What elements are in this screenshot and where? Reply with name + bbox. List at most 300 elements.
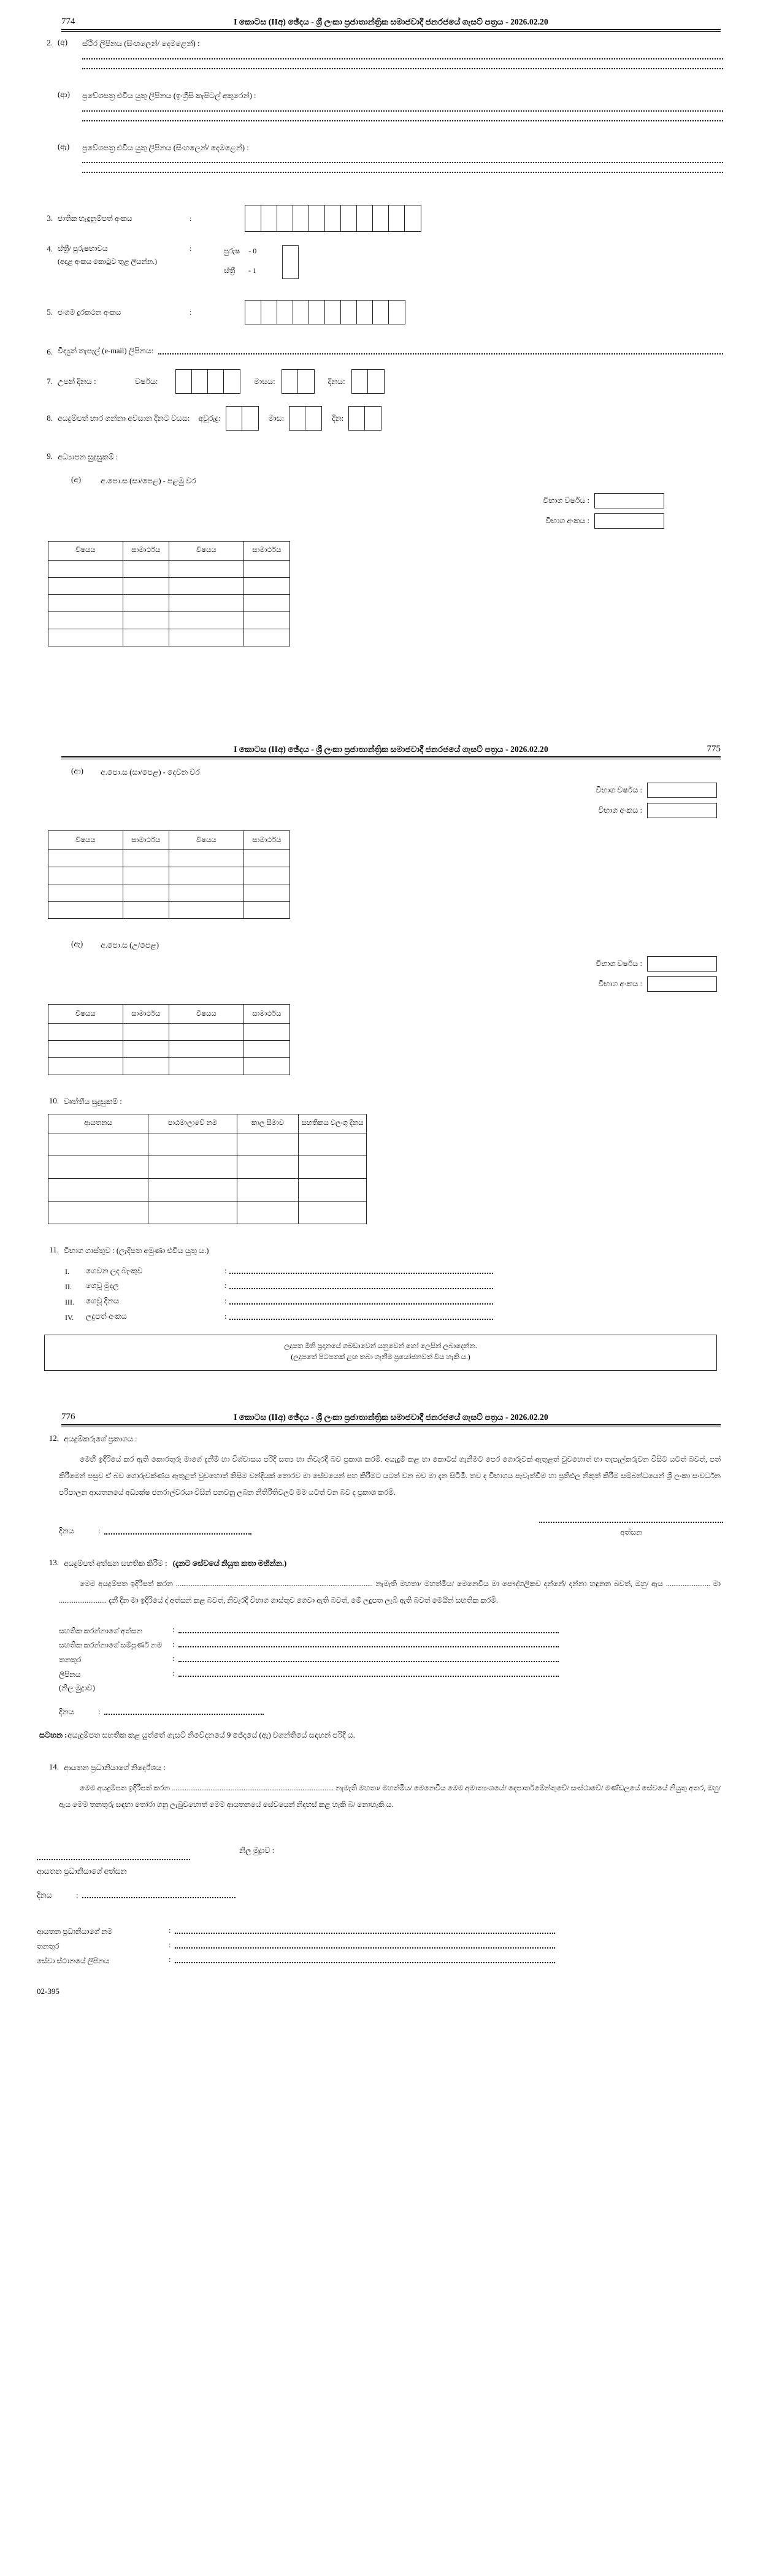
item-7-number: 7. bbox=[47, 377, 53, 386]
table-row[interactable] bbox=[48, 1178, 367, 1201]
col-subject-1: විෂයය bbox=[48, 541, 123, 560]
cell-grade[interactable] bbox=[243, 594, 289, 611]
cell-subject[interactable] bbox=[48, 611, 123, 629]
cell-grade[interactable] bbox=[243, 577, 289, 594]
table-row[interactable] bbox=[48, 1024, 290, 1041]
exam-number-label-ae: විභාග අංකය : bbox=[598, 979, 642, 989]
birth-day-box[interactable] bbox=[368, 370, 384, 393]
item-9ae-row bbox=[37, 940, 723, 951]
item-13-heading bbox=[64, 1558, 286, 1570]
item-13-label: අයදුම්පත් අත්සන සහතික කිරීම : bbox=[64, 1559, 167, 1568]
birth-day-box[interactable] bbox=[352, 370, 368, 393]
certifier-fullname-label: සහතික කරන්නාගේ සම්පූර්ණ නම bbox=[59, 1641, 163, 1650]
col-subject-2: විෂයය bbox=[169, 831, 243, 850]
item-9-number: 9. bbox=[47, 451, 53, 461]
item-14-date-label: දිනය bbox=[37, 1890, 52, 1899]
folio-number: 776 bbox=[61, 1412, 75, 1422]
item-13-date-label: දිනය bbox=[59, 1707, 74, 1716]
item-13-note-text: අයැදුම්පත සහතික කළ යුත්තේ ගැසට් නිවේදනයේ 9 ජේදයේ (ඇ) වගන්තියේ සඳහන් පරිදි ය. bbox=[67, 1731, 355, 1740]
item-13-number: 13. bbox=[48, 1558, 59, 1568]
nic-box[interactable] bbox=[277, 205, 293, 231]
institution-head-field-row: සේවා ස්ථානයේ ලිපිනය : bbox=[37, 1954, 723, 1966]
cell-grade[interactable] bbox=[243, 611, 289, 629]
item-12-row bbox=[37, 1433, 723, 1445]
cell-subject[interactable] bbox=[169, 1024, 243, 1041]
exam-year-label-ae: විභාග වර්ෂය : bbox=[596, 959, 642, 968]
item-9-label: අධ්‍යාපන සුදුසුකම් : bbox=[58, 453, 118, 461]
col-grade-1: සාමාර්ථය bbox=[123, 1005, 169, 1024]
birth-month-boxes[interactable] bbox=[282, 369, 315, 394]
cell-subject[interactable] bbox=[169, 902, 243, 919]
table-row[interactable] bbox=[48, 850, 290, 867]
cell-grade[interactable] bbox=[123, 902, 169, 919]
cell-subject[interactable] bbox=[48, 629, 123, 646]
item-7-row bbox=[37, 369, 723, 394]
mobile-box[interactable] bbox=[261, 301, 277, 324]
institution-head-signature-line[interactable] bbox=[37, 1859, 190, 1860]
cell-grade[interactable] bbox=[243, 1024, 289, 1041]
item-4-labels bbox=[58, 244, 190, 267]
running-head-775 bbox=[0, 738, 782, 754]
fee-amount-input[interactable] bbox=[229, 1288, 493, 1289]
age-days-box[interactable] bbox=[365, 407, 381, 430]
cell-subject[interactable] bbox=[48, 560, 123, 577]
mobile-box[interactable] bbox=[293, 301, 309, 324]
institution-head-workplace-address-label: සේවා ස්ථානයේ ලිපිනය bbox=[37, 1956, 110, 1965]
item-5-row bbox=[37, 300, 723, 324]
cell-grade[interactable] bbox=[123, 577, 169, 594]
item-7-label: උපන් දිනය : bbox=[58, 377, 96, 386]
table-row[interactable] bbox=[48, 1041, 290, 1058]
cell-duration[interactable] bbox=[237, 1133, 298, 1156]
table-row[interactable] bbox=[48, 629, 290, 646]
certifier-designation-input[interactable] bbox=[178, 1661, 559, 1662]
item-6-number: 6. bbox=[47, 347, 53, 356]
cell-subject[interactable] bbox=[169, 594, 243, 611]
birth-year-box[interactable] bbox=[224, 370, 240, 393]
age-years-box[interactable] bbox=[226, 407, 242, 430]
institution-head-recommendation-paragraph: මෙම අයදුම්පත ඉදිරිපත් කරන ........................................................................................ නැමැති මහතා/ මහත්මිය/ මෙනෙවිය මෙම අමාත්‍යංශයේ/ දෙපාර්තමේන්තුවේ/ සංස්ථාවේ/ මණ්ඩලයේ සේවයේ නියුතු අතර, ඔහු/ ඇය මෙම තනතුරු සඳහා තෝරා ගනු ලැබුවහොත් මෙම ආයතනයේ සේවයෙන් නිදහස් කළ හැකි බ/ නොහැකි ය. bbox=[59, 1783, 721, 1809]
nic-box[interactable] bbox=[245, 205, 261, 231]
mobile-box[interactable] bbox=[357, 301, 373, 324]
certifier-official-seal-label: (නිල මුද්‍රාව) bbox=[59, 1683, 95, 1692]
age-years-box[interactable] bbox=[242, 407, 258, 430]
age-days-box[interactable] bbox=[349, 407, 365, 430]
age-months-box[interactable] bbox=[289, 407, 305, 430]
certifier-field-row: ලිපිනය : bbox=[59, 1668, 723, 1679]
item-2a-marker: (අ) bbox=[58, 38, 68, 47]
page-776: 776 I කොටස (IIඅ) ඡේදය - ශ්‍රී ලංකා ප්‍රජාතාන්ත්‍රික සමාජවාදී ජනරජයේ ගැසට් පත්‍රය - 2026.02.20 12. අයදුම්කරුගේ ප්‍රකාශය : මෙහි ඉදිරියේ කර ඇති කොරතුරු මාගේ දැනීම් හා විශ්වාසය පරිදි සත්‍ය හා නිවැරදි බව ප්‍රකාශ කරමි. අයැදුම් කළ හා කොටස් ගැනීමට පෙර ගොරුවක් ඇතුළත් වුවහොත් හා තැපැල්කරුවන විසිට යටත් බවත්, පත් කිරීමෙන් පසුව ඒ බව ගොරුවක්ණය ඇතුළත් වුවහොත් කිසිම වන්දියක් තොරව මා සේවයෙන් පහ කිරීමට යටත් වන බව මා දැන සිටිමී. තව ද විභාගය පැවැත්වීම හා ප්‍රතිඵල නිකුත් කිරීම සම්බන්ධයෙන් ශ්‍රී ලංකා සංවර්ධන පරිපාලන ආයතනයේ අධ්‍යක්ෂ ජනරාල්වරයා විසින් පනවනු ලබන නීතිරීතිවලට මම යටත් වන බව ද ප්‍රකාශ කරමි. දිනය : අත්සන 13. අයදුම්පත් අත්සන සහතික කිරීම : (දැනට සේවයේ නියුත කතා මහින්න.) මෙම අයදුම්පත ඉදිරිපත් කරන ........................................................................................................... නැමැති මහතා/ මහත්මිය/ මෙනෙවිය මා පෞද්ගලිකව දන්නේ/ දන්නා හඳුනන බවත්, ඔහු/ ඇය ........................ මා .......................... දැනී දින මා ඉදිරියේ ද් අත්සන් කළ බවත්, නිවැරදි විභාග ගාස්තුව ගෙවා ඇති බවත්, මේ ලදුපත ලැබී ඇති බවත් මෙයින් සහතික කරමි. සහතික කරන්නාගේ අත්සන : සහතික කරන්නාගේ සම්පූර්ණ නම : තනතුර : ලිපිනය : (නිල මුද්‍රාව) දිනය : සටහන : අයැදුම්පත සහතික කළ යුත්තේ ගැසට් නිවේදනයේ 9 ජේදයේ (ඇ) වගන්තියේ සඳහන් පරිදි ය. 14. ආයතන ප්‍රධානියාගේ නිර්දේශය : මෙම අයදුම්පත ඉදිරිපත් කරන ........................................................................................ නැමැති මහතා/ මහත්මිය/ මෙනෙවිය මෙම අමාත්‍යංශයේ/ දෙපාර්තමේන්තුවේ/ සංස්ථාවේ/ මණ්ඩලයේ සේවයේ නියුතු අතර, ඔහු/ ඇය මෙම තනතුරු සඳහා තෝරා ගනු ලැබුවහොත් මෙම ආයතනයේ සේවයෙන් නිදහස් කළ හැකි බ/ නොහැකි ය. ආයතන ප්‍රධානියාගේ අත්සන නිල මුද්‍රාව : දිනය : ආයතන ප්‍රධානියාගේ නම : තනතුර : සේවා ස්ථානයේ ලිපිනය : 02-395 bbox=[0, 1371, 782, 2003]
cell-grade[interactable] bbox=[123, 884, 169, 902]
item-2ae-row bbox=[37, 142, 723, 154]
fee-roman-3: III. bbox=[65, 1297, 74, 1306]
receipt-note-line-2: (ලදුපතේ පිටපතක් ළඟ තබා ගැනීම ප්‍රයෝජනවත් විය හැකි ය.) bbox=[291, 1354, 470, 1362]
exam-year-input-a[interactable] bbox=[594, 493, 664, 508]
cell-subject[interactable] bbox=[48, 902, 123, 919]
cell-valid-date[interactable] bbox=[299, 1156, 367, 1178]
age-months-box[interactable] bbox=[305, 407, 321, 430]
table-row[interactable] bbox=[48, 1156, 367, 1178]
cell-subject[interactable] bbox=[169, 850, 243, 867]
item-9aa-marker: (ආ) bbox=[71, 766, 83, 775]
exam-year-input-aa[interactable] bbox=[647, 783, 717, 798]
cell-grade[interactable] bbox=[123, 560, 169, 577]
cell-subject[interactable] bbox=[169, 560, 243, 577]
cell-grade[interactable] bbox=[123, 1024, 169, 1041]
item-3-number: 3. bbox=[47, 213, 53, 223]
item-14-row bbox=[37, 1762, 723, 1774]
page-774 bbox=[0, 0, 782, 646]
fee-roman-1: I. bbox=[65, 1267, 69, 1276]
table-row[interactable] bbox=[48, 560, 290, 577]
item-14-number: 14. bbox=[48, 1762, 59, 1772]
certifier-date-input[interactable] bbox=[104, 1714, 264, 1715]
certifier-signature-input[interactable] bbox=[178, 1632, 559, 1633]
table-row[interactable] bbox=[48, 902, 290, 919]
item-11-label: විභාග ගාස්තුව : (ලැදීපත අමුණා එවිය යුතු ය.) bbox=[64, 1246, 209, 1255]
email-input-line[interactable] bbox=[158, 353, 723, 355]
col-grade-1: සාමාර්ථය bbox=[123, 831, 169, 850]
applicant-date-input[interactable] bbox=[104, 1533, 251, 1535]
item-8-row bbox=[37, 406, 723, 431]
fee-entry-row: IV. ලදුපත් අංකය : bbox=[65, 1311, 723, 1322]
item-4-row bbox=[37, 244, 723, 279]
fee-label-receipt-no: ලදුපත් අංකය bbox=[86, 1311, 127, 1321]
table-header-row bbox=[48, 1005, 290, 1024]
item-11-number: 11. bbox=[49, 1244, 59, 1254]
certifier-field-row: සහතික කරන්නාගේ අත්සන : bbox=[59, 1624, 723, 1636]
item-4-hint: (අදාළ අංකය කොටුව තුළ ලියන්න.) bbox=[58, 258, 157, 266]
institution-head-name-label: ආයතන ප්‍රධානියාගේ නම bbox=[37, 1927, 113, 1936]
item-9ae-marker: (ඇ) bbox=[71, 940, 83, 949]
item-9aa-label: අ.පො.ස (සා/පෙළ) - දෙවන වර bbox=[101, 767, 200, 776]
nic-box[interactable] bbox=[357, 205, 373, 231]
cell-subject[interactable] bbox=[48, 594, 123, 611]
nic-box[interactable] bbox=[373, 205, 389, 231]
certification-paragraph: මෙම අයදුම්පත ඉදිරිපත් කරන ........................................................................................................... නැමැති මහතා/ මහත්මිය/ මෙනෙවිය මා පෞද්ගලිකව දන්නේ/ දන්නා හඳුනන බවත්, ඔහු/ ඇය ........................ මා .......................... දැනී දින මා ඉදිරියේ ද් අත්සන් කළ බවත්, නිවැරදි විභාග ගාස්තුව ගෙවා ඇති බවත්, මේ ලදුපත ලැබී ඇති බවත් මෙයින් සහතික කරමි. bbox=[59, 1579, 721, 1604]
folio-number: 774 bbox=[61, 17, 75, 26]
table-row[interactable] bbox=[48, 611, 290, 629]
nic-box[interactable] bbox=[261, 205, 277, 231]
cell-subject[interactable] bbox=[169, 577, 243, 594]
cell-valid-date[interactable] bbox=[299, 1201, 367, 1224]
applicant-signature-label: අත්සන bbox=[620, 1528, 642, 1537]
institution-head-name-input[interactable] bbox=[175, 1933, 555, 1934]
cell-institution[interactable] bbox=[48, 1156, 148, 1178]
col-subject-1: විෂයය bbox=[48, 831, 123, 850]
fee-entry-row: II. ගෙවූ මුදල : bbox=[65, 1280, 723, 1292]
exam-number-label-a: විභාග අංකය : bbox=[545, 516, 589, 525]
cell-valid-date[interactable] bbox=[299, 1178, 367, 1201]
institution-head-signature-label: ආයතන ප්‍රධානියාගේ අත්සන bbox=[37, 1866, 127, 1876]
certifier-signature-label: සහතික කරන්නාගේ අත්සන bbox=[59, 1626, 143, 1635]
fee-label-amount: ගෙවූ මුදල bbox=[86, 1281, 119, 1290]
running-head-774 bbox=[0, 11, 782, 27]
gender-male-label: පුරුෂ bbox=[224, 247, 240, 256]
mobile-number-boxes[interactable] bbox=[245, 300, 405, 324]
table-row[interactable] bbox=[48, 884, 290, 902]
cell-course[interactable] bbox=[148, 1156, 237, 1178]
cell-grade[interactable] bbox=[243, 560, 289, 577]
table-header-row bbox=[48, 541, 290, 560]
cell-subject[interactable] bbox=[48, 1041, 123, 1058]
item-8-label: අයදුම්පත් භාර ගන්නා අවසාන දිනට වයස: bbox=[58, 413, 190, 423]
age-days-label: දින: bbox=[332, 413, 344, 423]
institution-head-designation-input[interactable] bbox=[175, 1947, 555, 1949]
gender-female-code: - 1 bbox=[248, 266, 256, 275]
cell-grade[interactable] bbox=[243, 629, 289, 646]
item-10-number: 10. bbox=[48, 1096, 59, 1105]
applicant-signature-line[interactable] bbox=[539, 1522, 723, 1523]
item-8-number: 8. bbox=[47, 413, 53, 423]
table-header-row bbox=[48, 831, 290, 850]
mobile-box[interactable] bbox=[325, 301, 341, 324]
col-subject-1: විෂයය bbox=[48, 1005, 123, 1024]
cell-subject[interactable] bbox=[48, 1024, 123, 1041]
gender-female-label: ස්ත්‍රී bbox=[224, 266, 236, 275]
item-12-number: 12. bbox=[48, 1433, 59, 1443]
item-4-colon: : bbox=[190, 244, 192, 253]
nic-box[interactable] bbox=[309, 205, 325, 231]
birth-month-box[interactable] bbox=[282, 370, 298, 393]
fee-label-bank: ගෙවන ලද බැංකුව bbox=[86, 1266, 143, 1275]
birth-year-label: වර්ෂය: bbox=[135, 377, 158, 386]
running-head-776 bbox=[0, 1406, 782, 1422]
cell-subject[interactable] bbox=[169, 1058, 243, 1075]
cell-duration[interactable] bbox=[237, 1201, 298, 1224]
cell-valid-date[interactable] bbox=[299, 1133, 367, 1156]
cell-course[interactable] bbox=[148, 1133, 237, 1156]
document-footer-code: 02-395 bbox=[37, 1986, 59, 1996]
item-2-number: 2. bbox=[47, 38, 53, 47]
cell-grade[interactable] bbox=[243, 902, 289, 919]
institution-head-field-row: ආයතන ප්‍රධානියාගේ නම : bbox=[37, 1925, 723, 1936]
cell-grade[interactable] bbox=[123, 594, 169, 611]
cell-institution[interactable] bbox=[48, 1201, 148, 1224]
table-row[interactable] bbox=[48, 867, 290, 884]
birth-month-label: මාසය: bbox=[254, 377, 275, 386]
cell-grade[interactable] bbox=[123, 1041, 169, 1058]
item-2ae-marker: (ඇ) bbox=[58, 142, 70, 151]
item-9a-label: අ.පො.ස (සා/පෙළ) - පළමු වර bbox=[101, 476, 196, 485]
col-institution: ආයතනය bbox=[48, 1114, 148, 1133]
item-10-label: වෘත්තීය සුදුසුකම් : bbox=[64, 1097, 122, 1106]
exam-year-label-a: විභාග වර්ෂය : bbox=[543, 496, 589, 505]
cell-grade[interactable] bbox=[243, 850, 289, 867]
cell-grade[interactable] bbox=[243, 1041, 289, 1058]
cell-institution[interactable] bbox=[48, 1133, 148, 1156]
item-6-row bbox=[37, 345, 723, 357]
mobile-box[interactable] bbox=[277, 301, 293, 324]
exam-year-input-ae[interactable] bbox=[647, 956, 717, 972]
nic-box[interactable] bbox=[325, 205, 341, 231]
item-3-label: ජාතික හැඳුනුම්පත් අංකය bbox=[58, 213, 132, 223]
mobile-box[interactable] bbox=[245, 301, 261, 324]
institution-head-workplace-address-input[interactable] bbox=[175, 1962, 555, 1963]
gazette-header-title: I කොටස (IIඅ) ඡේදය - ශ්‍රී ලංකා ප්‍රජාතාන්ත්‍රික සමාජවාදී ජනරජයේ ගැසට් පත්‍රය - 2026.02.20 bbox=[234, 744, 548, 754]
exam-year-label-aa: විභාග වර්ෂය : bbox=[596, 786, 642, 795]
birth-year-box[interactable] bbox=[208, 370, 224, 393]
item-2aa-label: ප්‍රවේශපත්‍ර එවිය යුතු ලිපිනය (ඉංග්‍රීසි කැපිටල් අකුරෙන්) : bbox=[82, 91, 256, 100]
nic-box[interactable] bbox=[341, 205, 357, 231]
cell-institution[interactable] bbox=[48, 1178, 148, 1201]
institution-head-designation-label: තනතුර bbox=[37, 1941, 59, 1950]
item-5-label: ජංගම දුරකථන අංකය bbox=[58, 307, 121, 316]
page-775 bbox=[0, 646, 782, 1371]
cell-course[interactable] bbox=[148, 1201, 237, 1224]
professional-qualification-table bbox=[48, 1114, 367, 1224]
exam-number-label-aa: විභාග අංකය : bbox=[598, 806, 642, 815]
item-9ae-label: අ.පො.ස (උ/පෙළ) bbox=[101, 941, 159, 950]
certifier-address-label: ලිපිනය bbox=[59, 1669, 81, 1679]
item-13-note-prefix: සටහන : bbox=[39, 1731, 67, 1740]
cell-subject[interactable] bbox=[48, 1058, 123, 1075]
cell-duration[interactable] bbox=[237, 1178, 298, 1201]
mobile-box[interactable] bbox=[389, 301, 405, 324]
item-5-number: 5. bbox=[47, 307, 53, 317]
item-10-row bbox=[37, 1096, 723, 1108]
table-header-row bbox=[48, 1114, 367, 1133]
gazette-header-title: I කොටස (IIඅ) ඡේදය - ශ්‍රී ලංකා ප්‍රජාතාන්ත්‍රික සමාජවාදී ජනරජයේ ගැසට් පත්‍රය - 2026.02.20 bbox=[234, 1413, 548, 1422]
subject-grade-table-aa bbox=[48, 830, 290, 919]
birth-day-label: දිනය: bbox=[328, 377, 345, 386]
exam-number-input-aa[interactable] bbox=[647, 803, 717, 818]
cell-course[interactable] bbox=[148, 1178, 237, 1201]
col-subject-2: විෂයය bbox=[169, 1005, 243, 1024]
item-5-colon: : bbox=[190, 307, 192, 316]
table-row[interactable] bbox=[48, 1058, 290, 1075]
birth-year-box[interactable] bbox=[192, 370, 208, 393]
gender-code-input-box[interactable] bbox=[282, 245, 299, 279]
cell-grade[interactable] bbox=[243, 867, 289, 884]
item-12-label: අයදුම්කරුගේ ප්‍රකාශය : bbox=[64, 1435, 137, 1444]
item-13-label-bold: (දැනට සේවයේ නියුත කතා මහින්න.) bbox=[172, 1559, 287, 1568]
institution-head-field-row: තනතුර : bbox=[37, 1939, 723, 1951]
nic-box[interactable] bbox=[293, 205, 309, 231]
certifier-fullname-input[interactable] bbox=[178, 1646, 559, 1647]
cell-subject[interactable] bbox=[48, 577, 123, 594]
table-row[interactable] bbox=[48, 577, 290, 594]
col-grade-1: සාමාර්ථය bbox=[123, 541, 169, 560]
col-course-name: පාඨමාලාවේ නම bbox=[148, 1114, 237, 1133]
col-grade-2: සාමාර්ථය bbox=[243, 831, 289, 850]
table-row[interactable] bbox=[48, 1133, 367, 1156]
cell-subject[interactable] bbox=[169, 867, 243, 884]
receipt-note-line-1: ලදුපත මිනි ප්‍රදානයේ ගබඩාවෙන් යනුවෙන් හෝ ලෙසින් ලබාදෙන්න. bbox=[284, 1342, 477, 1350]
item-4-number: 4. bbox=[47, 244, 53, 254]
mobile-box[interactable] bbox=[309, 301, 325, 324]
cell-subject[interactable] bbox=[48, 867, 123, 884]
col-grade-2: සාමාර්ථය bbox=[243, 541, 289, 560]
item-2-row bbox=[37, 38, 723, 50]
mobile-box[interactable] bbox=[341, 301, 357, 324]
certifier-designation-label: තනතුර bbox=[59, 1655, 82, 1665]
table-row[interactable] bbox=[48, 1201, 367, 1224]
fee-entry-row: I. ගෙවන ලද බැංකුව : bbox=[65, 1265, 723, 1277]
subject-grade-table-ae bbox=[48, 1004, 290, 1075]
cell-grade[interactable] bbox=[123, 867, 169, 884]
nic-box[interactable] bbox=[389, 205, 405, 231]
item-2a-label: ස්ථීර ලිපිනය (සිංහලෙන්/ දෙමළෙන්) : bbox=[82, 39, 200, 48]
item-9-row bbox=[37, 451, 723, 463]
table-row[interactable] bbox=[48, 594, 290, 611]
item-4-label: ස්ත්‍රී/ පුරුෂභාවය bbox=[58, 244, 108, 253]
age-months-label: මාස: bbox=[268, 413, 285, 423]
item-14-label: ආයතන ප්‍රධානියාගේ නිර්දේශය : bbox=[64, 1763, 166, 1773]
cell-subject[interactable] bbox=[169, 884, 243, 902]
certifier-field-row: තනතුර : bbox=[59, 1653, 723, 1665]
item-6-label: විද්‍යුත් තැපැල් (e-mail) ලිපිනය: bbox=[58, 347, 154, 356]
item-13-row bbox=[37, 1558, 723, 1570]
official-seal-label: නිල මුද්‍රාව : bbox=[239, 1846, 275, 1855]
applicant-declaration-paragraph: මෙහි ඉදිරියේ කර ඇති කොරතුරු මාගේ දැනීම් හා විශ්වාසය පරිදි සත්‍ය හා නිවැරදි බව ප්‍රකාශ කරමි. අයැදුම් කළ හා කොටස් ගැනීමට පෙර ගොරුවක් ඇතුළත් වුවහොත් හා තැපැල්කරුවන විසිට යටත් බවත්, පත් කිරීමෙන් පසුව ඒ බව ගොරුවක්ණය ඇතුළත් වුවහොත් කිසිම වන්දියක් තොරව මා සේවයෙන් පහ කිරීමට යටත් වන බව මා දැන සිටිමී. තව ද විභාගය පැවැත්වීම හා ප්‍රතිඵල නිකුත් කිරීම සම්බන්ධයෙන් ශ්‍රී ලංකා සංවර්ධන පරිපාලන ආයතනයේ අධ්‍යක්ෂ ජනරාල්වරයා විසින් පනවනු ලබන නීතිරීතිවලට මම යටත් වන බව ද ප්‍රකාශ කරමි. bbox=[59, 1455, 721, 1497]
fee-label-date: ගෙවූ දිනය bbox=[86, 1297, 120, 1305]
gazette-header-title: I කොටස (IIඅ) ඡේදය - ශ්‍රී ලංකා ප්‍රජාතාන්ත්‍රික සමාජවාදී ජනරජයේ ගැසට් පත්‍රය - 2026.02.20 bbox=[234, 17, 548, 26]
age-months-boxes[interactable] bbox=[289, 406, 322, 431]
item-2aa-marker: (ආ) bbox=[58, 90, 70, 99]
cell-subject[interactable] bbox=[169, 629, 243, 646]
folio-number: 775 bbox=[707, 743, 721, 754]
cell-grade[interactable] bbox=[123, 850, 169, 867]
exam-number-input-a[interactable] bbox=[594, 513, 664, 529]
item-9a-marker: (අ) bbox=[71, 475, 82, 484]
birth-year-box[interactable] bbox=[176, 370, 192, 393]
cell-subject[interactable] bbox=[48, 850, 123, 867]
nic-box[interactable] bbox=[405, 205, 421, 231]
item-2aa-row bbox=[37, 90, 723, 102]
subject-grade-table-a bbox=[48, 541, 290, 646]
birth-month-box[interactable] bbox=[298, 370, 314, 393]
birth-year-boxes[interactable] bbox=[175, 369, 240, 394]
institution-head-date-input[interactable] bbox=[82, 1897, 236, 1898]
item-2ae-label: ප්‍රවේශපත්‍ර එවිය යුතු ලිපිනය (සිංහලෙන්/ දෙමළෙන්) : bbox=[82, 143, 249, 152]
certifier-address-input[interactable] bbox=[178, 1676, 559, 1677]
birth-day-boxes[interactable] bbox=[351, 369, 385, 394]
cell-subject[interactable] bbox=[169, 1041, 243, 1058]
cell-grade[interactable] bbox=[123, 1058, 169, 1075]
cell-grade[interactable] bbox=[243, 1058, 289, 1075]
cell-grade[interactable] bbox=[243, 884, 289, 902]
cell-subject[interactable] bbox=[48, 884, 123, 902]
item-9a-row bbox=[37, 475, 723, 487]
cell-grade[interactable] bbox=[123, 611, 169, 629]
gender-male-code: - 0 bbox=[248, 247, 257, 256]
item-3-row bbox=[37, 205, 723, 232]
exam-number-input-ae[interactable] bbox=[647, 976, 717, 992]
cell-duration[interactable] bbox=[237, 1156, 298, 1178]
col-duration: කාල සීමාව bbox=[237, 1114, 298, 1133]
cell-subject[interactable] bbox=[169, 611, 243, 629]
mobile-box[interactable] bbox=[373, 301, 389, 324]
fee-entry-row: III. ගෙවූ දිනය : bbox=[65, 1295, 723, 1307]
item-12-date-label: දිනය bbox=[59, 1527, 74, 1536]
fee-roman-4: IV. bbox=[65, 1313, 74, 1322]
age-years-boxes[interactable] bbox=[226, 406, 259, 431]
receipt-note-box bbox=[44, 1335, 717, 1371]
fee-receipt-input[interactable] bbox=[229, 1319, 493, 1320]
cell-grade[interactable] bbox=[123, 629, 169, 646]
certifier-field-row: සහතික කරන්නාගේ සම්පූර්ණ නම : bbox=[59, 1639, 723, 1650]
col-certificate-valid-date: සහතිකය වලංගු දිනය bbox=[299, 1114, 367, 1133]
item-9aa-row bbox=[37, 767, 723, 778]
item-3-colon: : bbox=[190, 213, 192, 223]
age-days-boxes[interactable] bbox=[348, 406, 381, 431]
fee-bank-input[interactable] bbox=[229, 1273, 493, 1274]
fee-roman-2: II. bbox=[65, 1282, 72, 1291]
fee-date-input[interactable] bbox=[229, 1303, 493, 1305]
col-subject-2: විෂයය bbox=[169, 541, 243, 560]
nic-number-boxes[interactable] bbox=[245, 205, 421, 232]
